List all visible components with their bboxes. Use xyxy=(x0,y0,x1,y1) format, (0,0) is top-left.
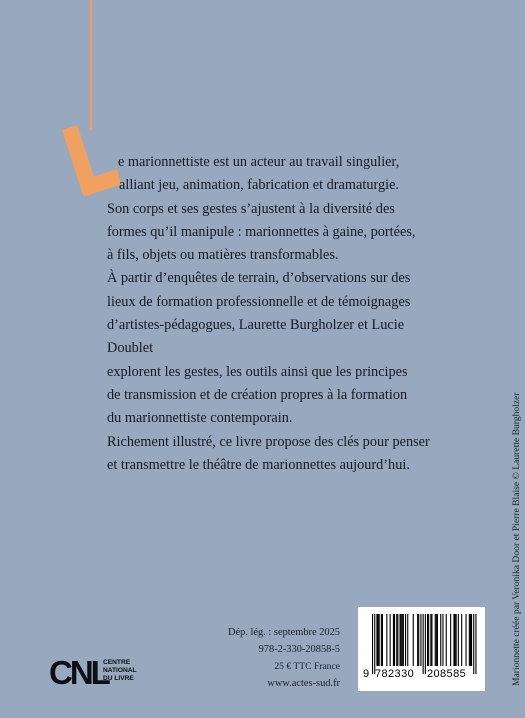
barcode-bar xyxy=(386,614,387,666)
line: alliant jeu, animation, fabrication et dramaturgie. xyxy=(119,177,400,194)
line: à fils, objets ou matières transformables. xyxy=(107,247,339,264)
barcode-bar xyxy=(458,614,459,666)
paragraph-3 xyxy=(107,431,447,478)
barcode-bar xyxy=(456,614,457,666)
price-text: 25 € TTC France xyxy=(274,661,340,672)
barcode-bar xyxy=(401,614,402,666)
barcode-bar xyxy=(431,614,432,666)
barcode-bar xyxy=(453,614,454,666)
cnl-line3: DU LIVRE xyxy=(103,675,134,682)
line: et transmettre le théâtre de marionnettes aujourd’hui. xyxy=(107,456,410,473)
barcode-bar xyxy=(402,614,403,666)
barcode-bar xyxy=(466,614,467,666)
barcode-bar xyxy=(420,614,421,666)
barcode-first-digit: 9 xyxy=(363,668,370,680)
line: lieux de formation professionnelle et de témoignages xyxy=(107,293,411,310)
barcode-bar xyxy=(469,614,470,666)
barcode-bar xyxy=(407,614,408,666)
barcode-bar xyxy=(450,614,451,666)
barcode-bar xyxy=(374,614,375,674)
barcode-bar xyxy=(379,614,380,666)
barcode-bar xyxy=(394,614,395,666)
barcode-bar xyxy=(396,614,397,666)
barcode-bar xyxy=(446,614,447,666)
barcode-bar xyxy=(418,614,419,666)
barcode-right-group: 208585 xyxy=(427,668,467,680)
barcode-bar xyxy=(475,614,476,674)
drop-cap-value: L xyxy=(0,0,1,1)
line: du marionnettiste contemporain. xyxy=(107,410,293,427)
barcode-bar xyxy=(471,614,472,666)
cnl-line1: CENTRE xyxy=(103,659,131,666)
barcode-bar xyxy=(428,614,429,666)
barcode-bar xyxy=(397,614,398,666)
barcode-bar xyxy=(417,614,418,666)
barcode-bar xyxy=(376,614,377,666)
line: formes qu’il manipule : marionnettes à gaine, portées, xyxy=(107,223,416,240)
website-text: www.actes-sud.fr xyxy=(267,678,340,689)
barcode-bar xyxy=(430,614,431,666)
line: d’artistes-pédagogues, Laurette Burgholzer et Lucie Doublet xyxy=(107,317,405,357)
barcode-bar xyxy=(390,614,391,666)
blurb-text xyxy=(107,151,447,477)
barcode-bar xyxy=(405,614,406,666)
photo-credit: Marionnette créée par Veronika Door et Pierre Blaise © Laurette Burgholzer xyxy=(511,392,522,686)
line: À partir d’enquêtes de terrain, d’observations sur des xyxy=(107,270,411,287)
barcode-bar xyxy=(400,614,401,666)
line: explorent les gestes, les outils ainsi que les principes xyxy=(107,363,408,380)
barcode-bar xyxy=(413,614,414,666)
barcode-bar xyxy=(440,614,441,666)
barcode-bar xyxy=(372,614,373,674)
barcode-bar xyxy=(437,614,438,666)
barcode-bar xyxy=(381,614,382,666)
line: Son corps et ses gestes s’ajustent à la diversité des xyxy=(107,200,395,217)
barcode-bar xyxy=(403,614,404,666)
barcode-bar xyxy=(473,614,474,674)
line: de transmission et de création propres à la formation xyxy=(107,386,408,403)
legal-info xyxy=(200,624,340,692)
barcode-bar xyxy=(425,614,426,674)
barcode-bar xyxy=(455,614,456,666)
barcode-bar xyxy=(435,614,436,666)
legal-deposit: Dép. lég. : septembre 2025 xyxy=(228,627,340,638)
isbn-text: 978-2-330-20858-5 xyxy=(258,644,340,655)
cnl-logo xyxy=(49,653,144,689)
barcode-bar xyxy=(427,614,428,666)
barcode-bar xyxy=(442,614,443,666)
barcode-bar xyxy=(382,614,383,666)
barcode-bar xyxy=(393,614,394,666)
barcode-bar xyxy=(436,614,437,666)
line: e marionnettiste est un acteur au travail singulier, xyxy=(118,154,400,170)
paragraph-1 xyxy=(107,151,447,267)
paragraph-2 xyxy=(107,267,447,430)
line: Richement illustré, ce livre propose des clés pour penser xyxy=(107,433,430,450)
barcode-bar xyxy=(461,614,462,666)
barcode-bar xyxy=(423,614,424,674)
barcode-bar xyxy=(378,614,379,666)
cnl-line2: NATIONAL xyxy=(103,667,137,674)
barcode-bar xyxy=(470,614,471,666)
cnl-letters: CNL xyxy=(49,654,108,689)
barcode-panel xyxy=(358,607,485,691)
barcode-left-group: 782330 xyxy=(375,668,415,680)
